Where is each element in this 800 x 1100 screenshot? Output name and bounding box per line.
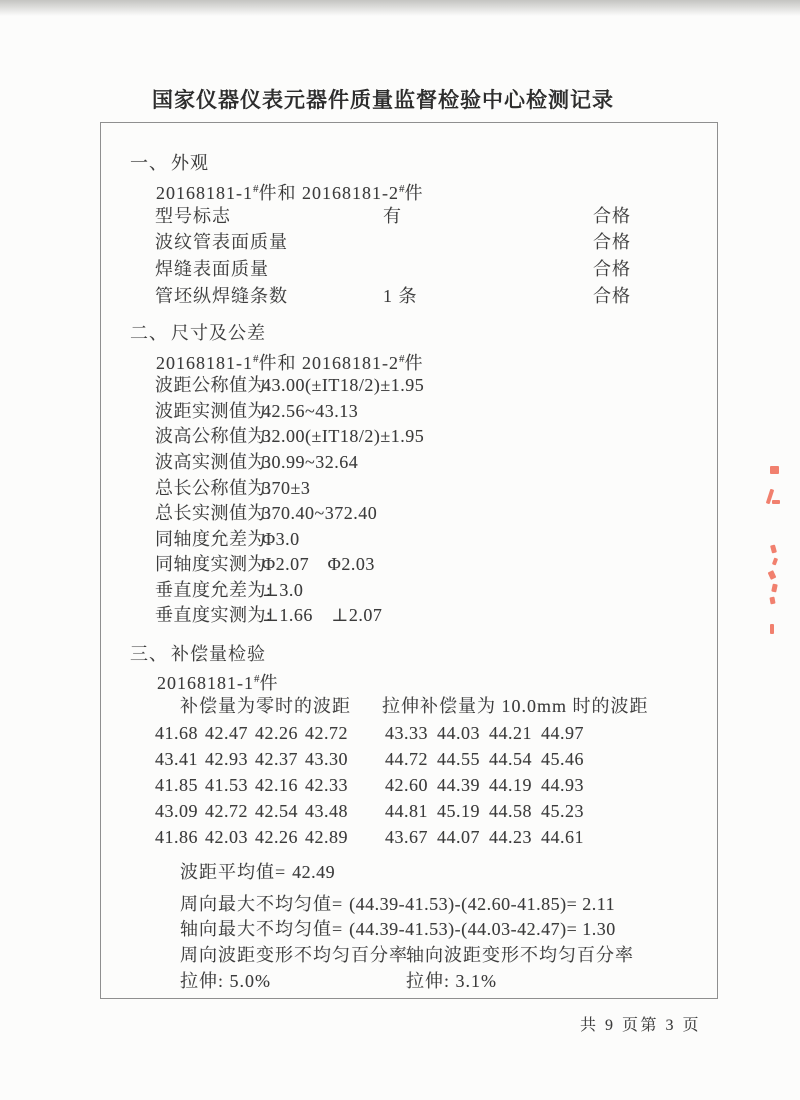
dim-value: Φ3.0 xyxy=(262,529,300,549)
section1-title: 外观 xyxy=(171,153,209,173)
wave-pitch-value: 42.60 xyxy=(385,775,428,795)
wave-pitch-value: 44.93 xyxy=(541,775,584,795)
wave-pitch-value: 44.72 xyxy=(385,749,428,769)
dim-line-coaxiality-measured xyxy=(155,553,375,575)
axial-nonuniformity-line xyxy=(180,918,616,940)
seal-fragment xyxy=(769,597,775,605)
dim-line-total-length-measured xyxy=(155,502,377,524)
seal-fragment xyxy=(770,466,779,474)
wave-pitch-value: 43.67 xyxy=(385,827,428,847)
document-title: 国家仪器仪表元器件质量监督检验中心检测记录 xyxy=(152,88,614,112)
scan-edge-artifact xyxy=(0,0,800,16)
average-label: 波距平均值= xyxy=(180,862,287,882)
dim-value: 32.00(±IT18/2)±1.95 xyxy=(262,426,425,446)
wave-pitch-value: 43.09 xyxy=(155,801,198,821)
table-row xyxy=(155,722,593,744)
wave-pitch-value: 45.23 xyxy=(541,801,584,821)
specimen-sup-2: # xyxy=(399,183,405,195)
column-gap xyxy=(355,774,385,796)
dim-value: ⊥3.0 xyxy=(262,580,304,600)
formula-label: 周向最大不均匀值= xyxy=(180,894,344,914)
specimen-sup-2: # xyxy=(399,353,405,365)
dim-value: 370.40~372.40 xyxy=(262,503,378,523)
wave-pitch-value: 42.47 xyxy=(205,723,248,743)
dim-label: 波距实测值为: xyxy=(155,401,272,421)
specimen-sup-1: # xyxy=(253,353,259,365)
section3-specimen-id xyxy=(157,668,279,694)
dim-label: 同轴度实测为: xyxy=(155,554,272,574)
column-gap xyxy=(355,826,385,848)
section2-number: 二、 xyxy=(130,323,168,343)
section2-heading xyxy=(130,322,266,344)
check-result: 合格 xyxy=(593,259,631,279)
dim-value: 370±3 xyxy=(262,478,311,498)
specimen-sup-1: # xyxy=(254,673,260,685)
dim-line-total-length-nominal xyxy=(155,477,310,499)
check-result: 合格 xyxy=(593,286,631,306)
dim-line-perpendicularity-measured xyxy=(155,604,382,626)
wave-pitch-value: 44.39 xyxy=(437,775,480,795)
column-gap xyxy=(355,722,385,744)
page-number-footer: 共 9 页第 3 页 xyxy=(580,1017,702,1034)
wave-pitch-average-line xyxy=(180,861,335,883)
dim-label: 垂直度实测为: xyxy=(155,605,272,625)
specimen-id-2: 件和 20168181-2 xyxy=(258,183,399,203)
specimen-id-2: 件和 20168181-2 xyxy=(258,353,399,373)
check-label: 型号标志 xyxy=(155,206,231,226)
circumferential-percent-value: 拉伸: 5.0% xyxy=(180,971,271,991)
section1-heading xyxy=(130,152,209,174)
dim-line-wave-pitch-measured xyxy=(155,400,358,422)
axial-percent-title: 轴向波距变形不均匀百分率 xyxy=(406,945,634,965)
check-row-weld-seam-count xyxy=(155,285,631,307)
seal-fragment xyxy=(772,500,780,504)
column-gap xyxy=(355,748,385,770)
seal-fragment xyxy=(771,584,778,593)
dim-label: 总长公称值为: xyxy=(155,478,272,498)
dim-label: 垂直度允差为: xyxy=(155,580,272,600)
dim-line-wave-pitch-nominal xyxy=(155,374,424,396)
wave-pitch-value: 44.54 xyxy=(489,749,532,769)
column-gap xyxy=(355,800,385,822)
wave-pitch-value: 42.93 xyxy=(205,749,248,769)
specimen-sup-1: # xyxy=(253,183,259,195)
specimen-id-1: 20168181-1 xyxy=(157,673,254,693)
specimen-id-1: 20168181-1 xyxy=(156,353,253,373)
specimen-unit: 件 xyxy=(404,183,424,203)
check-row-bellows-surface xyxy=(155,231,631,253)
dim-label: 波距公称值为: xyxy=(155,375,272,395)
section2-title: 尺寸及公差 xyxy=(171,323,266,343)
wave-pitch-value: 41.86 xyxy=(155,827,198,847)
wave-pitch-value: 45.46 xyxy=(541,749,584,769)
wave-pitch-value: 44.61 xyxy=(541,827,584,847)
specimen-unit: 件 xyxy=(259,673,279,693)
wave-pitch-value: 41.85 xyxy=(155,775,198,795)
section3-title: 补偿量检验 xyxy=(171,644,266,664)
check-result: 合格 xyxy=(593,232,631,252)
check-value: 1 条 xyxy=(383,286,418,306)
seal-fragment xyxy=(770,544,777,553)
dim-label: 同轴度允差为: xyxy=(155,529,272,549)
dim-value: 30.99~32.64 xyxy=(262,452,359,472)
check-result: 合格 xyxy=(593,206,631,226)
seal-fragment xyxy=(768,570,777,580)
wave-pitch-value: 41.53 xyxy=(205,775,248,795)
wave-pitch-value: 43.30 xyxy=(305,749,348,769)
wave-pitch-value: 44.58 xyxy=(489,801,532,821)
dim-label: 波高公称值为: xyxy=(155,426,272,446)
specimen-id-1: 20168181-1 xyxy=(156,183,253,203)
wave-pitch-value: 45.19 xyxy=(437,801,480,821)
dim-line-coaxiality-tolerance xyxy=(155,528,300,550)
wave-pitch-value: 42.72 xyxy=(205,801,248,821)
formula-label: 轴向最大不均匀值= xyxy=(180,919,344,939)
dim-line-perpendicularity-tolerance xyxy=(155,579,303,601)
section1-specimen-ids xyxy=(156,178,424,204)
wave-pitch-value: 44.19 xyxy=(489,775,532,795)
dim-value: 43.00(±IT18/2)±1.95 xyxy=(262,375,425,395)
section3-number: 三、 xyxy=(130,644,168,664)
axial-percent-value: 拉伸: 3.1% xyxy=(406,971,497,991)
check-row-weld-surface xyxy=(155,258,631,280)
table-header-zero-compensation: 补偿量为零时的波距 xyxy=(180,696,351,716)
formula-value: (44.39-41.53)-(44.03-42.47)= 1.30 xyxy=(349,919,616,939)
dim-label: 波高实测值为: xyxy=(155,452,272,472)
wave-pitch-value: 42.54 xyxy=(255,801,298,821)
wave-pitch-value: 43.33 xyxy=(385,723,428,743)
dim-line-wave-height-measured xyxy=(155,451,358,473)
dim-label: 总长实测值为: xyxy=(155,503,272,523)
wave-pitch-value: 43.41 xyxy=(155,749,198,769)
check-label: 焊缝表面质量 xyxy=(155,259,269,279)
wave-pitch-value: 44.97 xyxy=(541,723,584,743)
seal-fragment xyxy=(772,558,778,566)
table-row xyxy=(155,800,593,822)
seal-fragment xyxy=(770,624,774,634)
check-value: 有 xyxy=(383,206,402,226)
wave-pitch-value: 44.21 xyxy=(489,723,532,743)
table-row xyxy=(155,748,593,770)
wave-pitch-table-headers xyxy=(180,695,649,717)
wave-pitch-value: 42.72 xyxy=(305,723,348,743)
wave-pitch-value: 42.89 xyxy=(305,827,348,847)
circumferential-nonuniformity-line xyxy=(180,893,615,915)
check-label: 管坯纵焊缝条数 xyxy=(155,286,288,306)
wave-pitch-value: 44.23 xyxy=(489,827,532,847)
section1-number: 一、 xyxy=(130,153,168,173)
check-row-model-mark xyxy=(155,205,631,227)
wave-pitch-value: 42.26 xyxy=(255,827,298,847)
wave-pitch-value: 43.48 xyxy=(305,801,348,821)
table-row xyxy=(155,826,593,848)
wave-pitch-value: 42.03 xyxy=(205,827,248,847)
dim-line-wave-height-nominal xyxy=(155,425,424,447)
wave-pitch-value: 44.55 xyxy=(437,749,480,769)
wave-pitch-value: 41.68 xyxy=(155,723,198,743)
wave-pitch-value: 42.37 xyxy=(255,749,298,769)
circumferential-percent-title: 周向波距变形不均匀百分率 xyxy=(180,945,408,965)
section3-heading xyxy=(130,643,266,665)
wave-pitch-value: 44.03 xyxy=(437,723,480,743)
specimen-unit: 件 xyxy=(404,353,424,373)
wave-pitch-value: 42.33 xyxy=(305,775,348,795)
section2-specimen-ids xyxy=(156,348,424,374)
dim-value: 42.56~43.13 xyxy=(262,401,359,421)
table-header-10mm-compensation: 拉伸补偿量为 10.0mm 时的波距 xyxy=(382,696,649,716)
wave-pitch-value: 44.07 xyxy=(437,827,480,847)
table-row xyxy=(155,774,593,796)
dim-value: Φ2.07 Φ2.03 xyxy=(262,554,375,574)
wave-pitch-value: 42.16 xyxy=(255,775,298,795)
average-value: 42.49 xyxy=(292,862,336,882)
formula-value: (44.39-41.53)-(42.60-41.85)= 2.11 xyxy=(349,894,616,914)
wave-pitch-value: 44.81 xyxy=(385,801,428,821)
wave-pitch-value: 42.26 xyxy=(255,723,298,743)
dim-value: ⊥1.66 ⊥2.07 xyxy=(262,605,383,625)
check-label: 波纹管表面质量 xyxy=(155,232,288,252)
